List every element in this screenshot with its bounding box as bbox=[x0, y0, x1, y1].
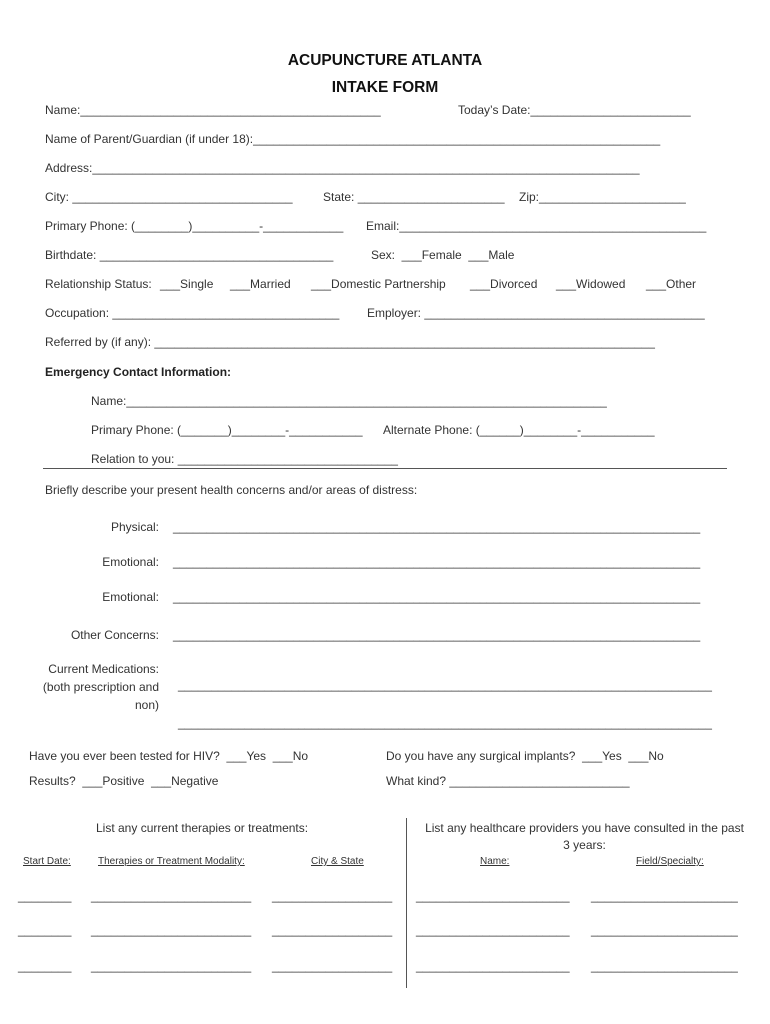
provider-field-line-3[interactable]: ______________________ bbox=[591, 959, 738, 973]
therapy-city-line-3[interactable]: __________________ bbox=[272, 959, 393, 973]
physical-line[interactable]: _______________________________________________________________________________ bbox=[173, 520, 701, 534]
zip-field[interactable]: Zip:______________________ bbox=[519, 190, 686, 204]
provider-name-line-2[interactable]: _______________________ bbox=[416, 923, 570, 937]
relationship-single-option[interactable]: ___Single bbox=[160, 277, 214, 291]
relationship-widowed-option[interactable]: ___Widowed bbox=[556, 277, 626, 291]
emergency-alt-phone-field[interactable]: Alternate Phone: (______)________-___________ bbox=[383, 423, 655, 437]
medications-line[interactable]: ________________________________________________________________________________ bbox=[178, 678, 712, 692]
form-title: ACUPUNCTURE ATLANTA bbox=[287, 52, 483, 69]
therapy-modality-line[interactable]: ________________________ bbox=[91, 889, 252, 903]
physical-label: Physical: bbox=[110, 520, 159, 534]
implants-kind-field[interactable]: What kind? ___________________________ bbox=[386, 774, 630, 788]
birthdate-field[interactable]: Birthdate: ___________________________________ bbox=[45, 248, 334, 262]
relationship-status-label: Relationship Status: bbox=[45, 277, 152, 291]
therapies-heading: List any current therapies or treatments: bbox=[96, 821, 309, 835]
medications-line-2[interactable]: ________________________________________________________________________________ bbox=[178, 716, 712, 730]
col-provider-field: Field/Specialty: bbox=[636, 856, 704, 867]
emotional-label-2: Emotional: bbox=[102, 590, 159, 604]
relationship-other-option[interactable]: ___Other bbox=[646, 277, 697, 291]
emergency-name-field[interactable]: Name:________________________________________________________________________ bbox=[91, 394, 607, 408]
health-concerns-prompt: Briefly describe your present health concerns and/or areas of distress: bbox=[45, 483, 418, 497]
emotional-line-2[interactable]: _______________________________________________________________________________ bbox=[173, 590, 701, 604]
emotional-label: Emotional: bbox=[102, 555, 159, 569]
emergency-relation-field[interactable]: Relation to you: _________________________________ bbox=[91, 452, 398, 466]
hiv-results-question[interactable]: Results? ___Positive ___Negative bbox=[29, 774, 219, 788]
email-field[interactable]: Email:______________________________________________ bbox=[366, 219, 707, 233]
medications-label: Current Medications: bbox=[48, 662, 159, 676]
provider-name-line-3[interactable]: _______________________ bbox=[416, 959, 570, 973]
providers-heading: List any healthcare providers you have consulted in the past bbox=[425, 821, 744, 835]
name-field[interactable]: Name:_____________________________________________ bbox=[45, 103, 381, 117]
medications-label-2: (both prescription and bbox=[42, 680, 159, 694]
state-field[interactable]: State: ______________________ bbox=[323, 190, 505, 204]
emergency-phone-field[interactable]: Primary Phone: (_______)________-___________ bbox=[91, 423, 363, 437]
emotional-line[interactable]: _______________________________________________________________________________ bbox=[173, 555, 701, 569]
col-modality: Therapies or Treatment Modality: bbox=[98, 856, 245, 867]
provider-name-line[interactable]: _______________________ bbox=[416, 889, 570, 903]
hiv-test-question[interactable]: Have you ever been tested for HIV? ___Yes ___No bbox=[29, 749, 309, 763]
referred-by-field[interactable]: Referred by (if any): ___________________________________________________________________________ bbox=[45, 335, 655, 349]
form-subtitle: INTAKE FORM bbox=[331, 79, 439, 96]
col-city-state: City & State bbox=[311, 856, 364, 867]
medications-label-3: non) bbox=[134, 698, 159, 712]
section-divider bbox=[43, 468, 727, 469]
today-date-field[interactable]: Today’s Date:________________________ bbox=[458, 103, 691, 117]
therapy-start-line-2[interactable]: ________ bbox=[18, 923, 72, 937]
therapy-start-line-3[interactable]: ________ bbox=[18, 959, 72, 973]
provider-field-line[interactable]: ______________________ bbox=[591, 889, 738, 903]
other-concerns-line[interactable]: _______________________________________________________________________________ bbox=[173, 628, 701, 642]
other-concerns-label: Other Concerns: bbox=[70, 628, 159, 642]
therapy-modality-line-2[interactable]: ________________________ bbox=[91, 923, 252, 937]
therapy-start-line[interactable]: ________ bbox=[18, 889, 72, 903]
relationship-divorced-option[interactable]: ___Divorced bbox=[470, 277, 538, 291]
col-provider-name: Name: bbox=[480, 856, 510, 867]
provider-field-line-2[interactable]: ______________________ bbox=[591, 923, 738, 937]
primary-phone-field[interactable]: Primary Phone: (________)__________-____________ bbox=[45, 219, 344, 233]
city-field[interactable]: City: _________________________________ bbox=[45, 190, 293, 204]
parent-guardian-field[interactable]: Name of Parent/Guardian (if under 18):_____________________________________________________________ bbox=[45, 132, 661, 146]
implants-question[interactable]: Do you have any surgical implants? ___Yes ___No bbox=[386, 749, 664, 763]
therapy-city-line[interactable]: __________________ bbox=[272, 889, 393, 903]
col-start-date: Start Date: bbox=[23, 856, 71, 867]
relationship-domestic-option[interactable]: ___Domestic Partnership bbox=[311, 277, 446, 291]
sex-options[interactable]: Sex: ___Female ___Male bbox=[371, 248, 515, 262]
employer-field[interactable]: Employer: __________________________________________ bbox=[367, 306, 705, 320]
therapy-city-line-2[interactable]: __________________ bbox=[272, 923, 393, 937]
column-divider bbox=[406, 818, 407, 988]
therapy-modality-line-3[interactable]: ________________________ bbox=[91, 959, 252, 973]
relationship-married-option[interactable]: ___Married bbox=[230, 277, 291, 291]
providers-heading-2: 3 years: bbox=[563, 838, 606, 852]
address-field[interactable]: Address:__________________________________________________________________________________ bbox=[45, 161, 640, 175]
occupation-field[interactable]: Occupation: __________________________________ bbox=[45, 306, 340, 320]
emergency-contact-heading: Emergency Contact Information: bbox=[45, 365, 232, 379]
